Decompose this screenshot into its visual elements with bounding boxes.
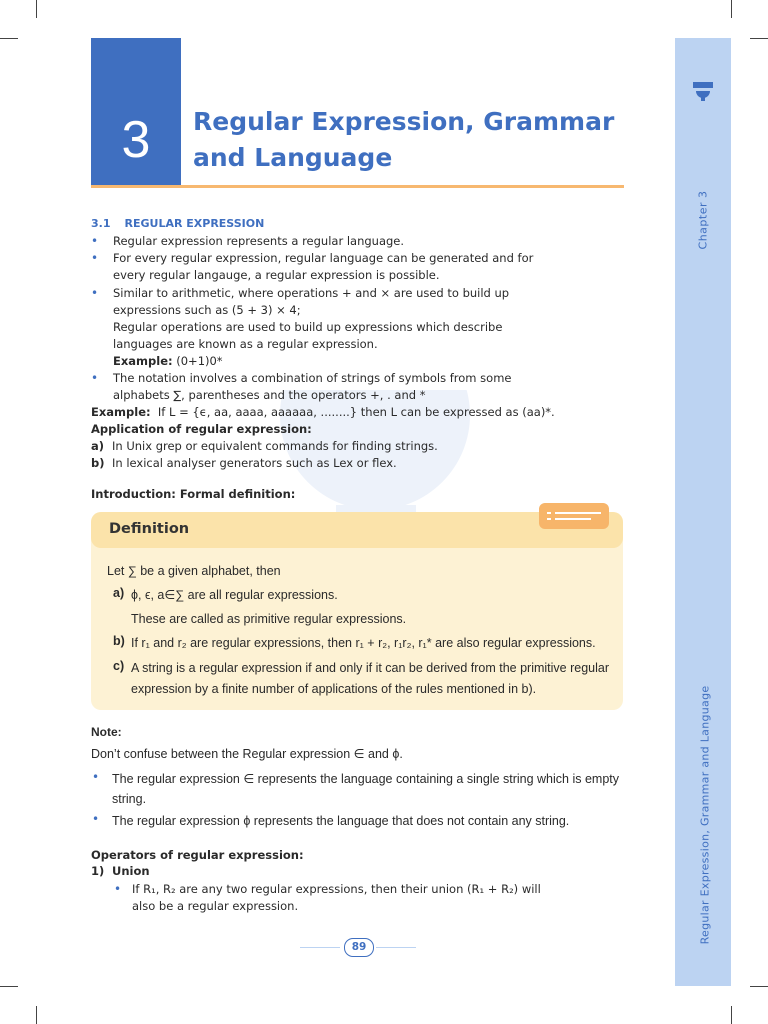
example-text: If L = {ϵ, aa, aaaa, aaaaaa, ........} then L can be expressed as (aa)*.: [157, 405, 555, 419]
definition-line: A string is a regular expression if and only if it can be derived from the primitive regular: [131, 661, 610, 675]
page-number-rule: [376, 947, 416, 948]
body-line: Regular operations are used to build up expressions which describe: [113, 320, 503, 334]
body-line: In Unix grep or equivalent commands for finding strings.: [112, 439, 438, 453]
list-label: b): [113, 634, 125, 648]
crop-mark: [0, 986, 18, 987]
definition-intro: Let ∑ be a given alphabet, then: [107, 564, 281, 578]
crop-mark: [750, 38, 768, 39]
body-line: Regular expression represents a regular language.: [113, 234, 405, 248]
chapter-title-line: and Language: [193, 143, 393, 172]
page-number-rule: [300, 947, 340, 948]
example-line: [91, 404, 555, 421]
chapter-number: 3: [121, 111, 151, 169]
note-title: Note:: [91, 725, 122, 739]
example-line: [113, 353, 223, 370]
section-number: 3.1: [91, 217, 111, 230]
list-label: c): [113, 659, 125, 673]
section-title: REGULAR EXPRESSION: [124, 217, 265, 230]
bullet: •: [91, 234, 99, 248]
note-line: The regular expression ϕ represents the language that does not contain any string.: [112, 814, 570, 828]
body-line: The notation involves a combination of strings of symbols from some: [113, 371, 512, 385]
chapter-title-line: Regular Expression, Grammar: [193, 107, 615, 136]
bullet: •: [91, 251, 99, 265]
operator-line: If R₁, R₂ are any two regular expressions, then their union (R₁ + R₂) will: [132, 882, 541, 896]
definition-line: These are called as primitive regular expressions.: [131, 612, 407, 626]
body-line: languages are known as a regular expression.: [113, 337, 378, 351]
body-line: expressions such as (5 + 3) × 4;: [113, 303, 301, 317]
bullet: •: [92, 770, 100, 784]
sidebar-chapter-label: Chapter 3: [696, 190, 710, 250]
intro-heading: Introduction: Formal definition:: [91, 487, 296, 501]
crop-mark: [36, 0, 37, 18]
list-label: b): [91, 456, 105, 470]
operator-title: Union: [112, 864, 150, 878]
list-label: 1): [91, 864, 105, 878]
definition-line: ϕ, ϵ, a∈∑ are all regular expressions.: [131, 588, 338, 602]
section-heading: [91, 217, 278, 230]
note-line: The regular expression ∈ represents the language containing a single string which is empty: [112, 772, 620, 786]
body-line: every regular langauge, a regular expression is possible.: [113, 268, 440, 282]
brand-logo-icon: [693, 82, 713, 106]
note-line: string.: [112, 792, 147, 806]
crop-mark: [0, 38, 18, 39]
definition-tab-icon: [539, 503, 609, 529]
chapter-title: [193, 104, 633, 176]
bullet: •: [92, 812, 100, 826]
application-heading: Application of regular expression:: [91, 422, 312, 436]
list-label: a): [113, 586, 125, 600]
body-line: Similar to arithmetic, where operations + and × are used to build up: [113, 286, 510, 300]
list-label: a): [91, 439, 105, 453]
example-label: Example:: [91, 405, 151, 419]
bullet: •: [91, 371, 99, 385]
chapter-divider: [91, 185, 624, 188]
chapter-number-box: [91, 38, 181, 186]
example-text: (0+1)0*: [176, 354, 223, 368]
crop-mark: [36, 1006, 37, 1024]
definition-title: Definition: [109, 521, 190, 537]
crop-mark: [731, 1006, 732, 1024]
operator-line: also be a regular expression.: [132, 899, 299, 913]
bullet: •: [114, 882, 122, 896]
body-line: For every regular expression, regular language can be generated and for: [113, 251, 534, 265]
body-line: alphabets ∑, parentheses and the operators +, . and *: [113, 388, 426, 402]
crop-mark: [750, 986, 768, 987]
bullet: •: [91, 286, 99, 300]
operators-heading: Operators of regular expression:: [91, 848, 304, 862]
definition-line: If r₁ and r₂ are regular expressions, then r₁ + r₂, r₁r₂, r₁* are also regular expressions.: [131, 636, 596, 650]
page-number: 89: [344, 938, 374, 957]
definition-line: expression by a finite number of applications of the rules mentioned in b).: [131, 682, 537, 696]
example-label: Example:: [113, 354, 173, 368]
body-line: In lexical analyser generators such as Lex or flex.: [112, 456, 397, 470]
sidebar-running-title: Regular Expression, Grammar and Language: [698, 685, 712, 945]
note-line: Don’t confuse between the Regular expression ∈ and ϕ.: [91, 747, 403, 761]
crop-mark: [731, 0, 732, 18]
